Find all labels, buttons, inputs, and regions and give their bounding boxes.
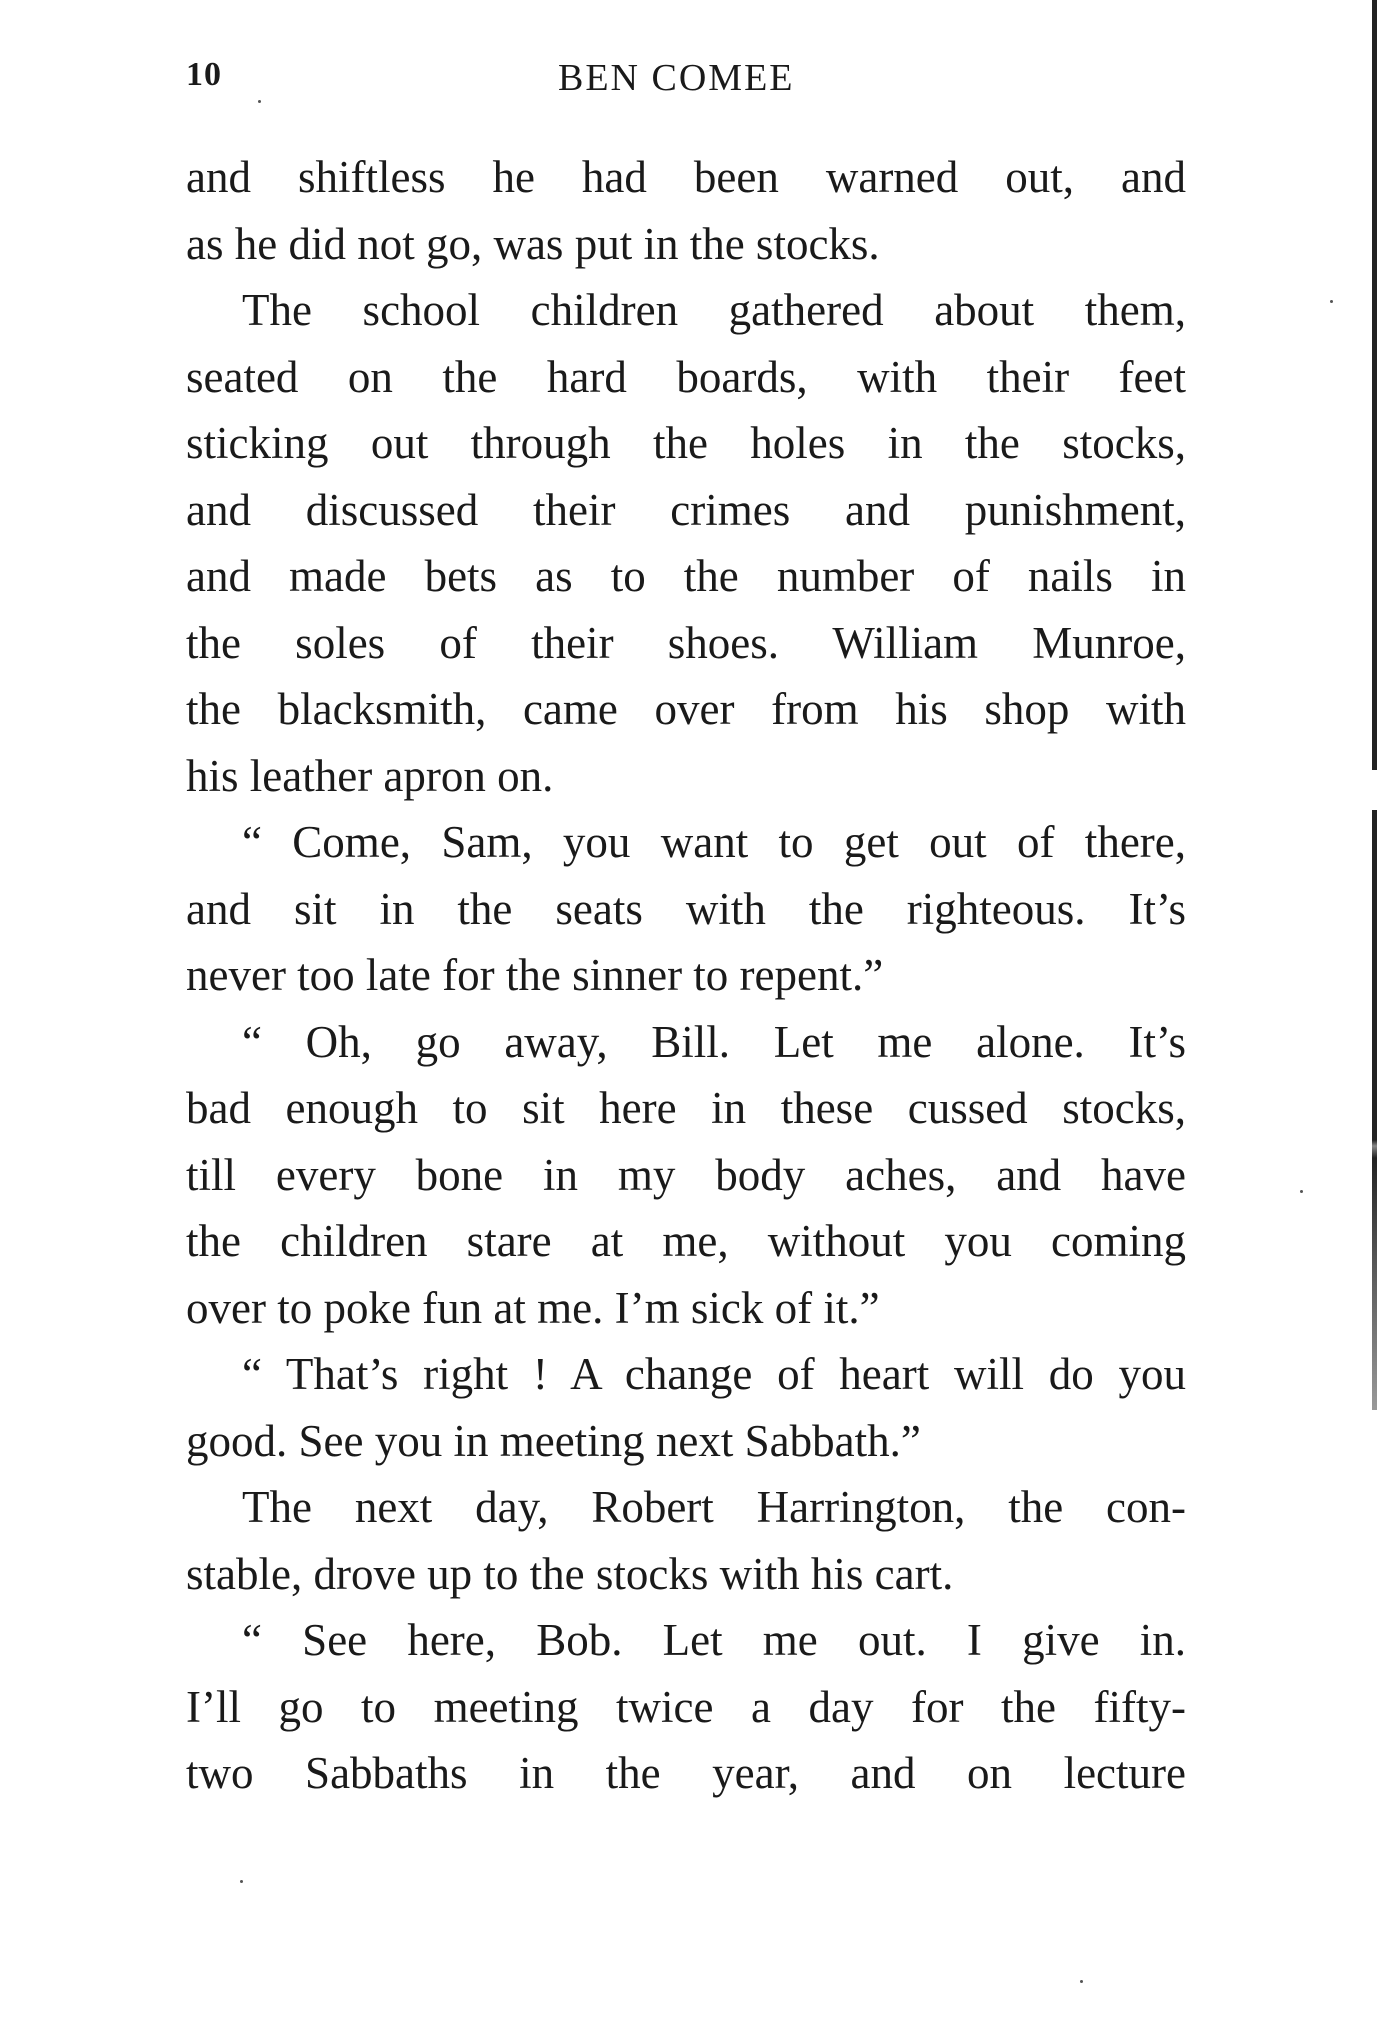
running-title: BEN COMEE [558, 57, 795, 99]
binding-edge-lower [1372, 810, 1377, 1410]
text-line: “ Come, Sam, you want to get out of there, [242, 817, 1186, 867]
text-line: over to poke fun at me. I’m sick of it.” [186, 1282, 880, 1333]
text-line: bad enough to sit here in these cussed stocks, [186, 1083, 1186, 1133]
text-line: I’ll go to meeting twice a day for the fifty- [186, 1681, 1186, 1732]
body-text [186, 144, 1186, 1807]
text-line: the children stare at me, without you coming [186, 1216, 1186, 1266]
text-line: good. See you in meeting next Sabbath.” [186, 1415, 921, 1466]
print-speck [258, 100, 261, 103]
text-line: never too late for the sinner to repent.” [186, 950, 884, 1000]
text-line: The next day, Robert Harrington, the con- [242, 1482, 1186, 1532]
text-line: The school children gathered about them, [242, 285, 1186, 335]
text-line: and discussed their crimes and punishment, [186, 484, 1186, 535]
text-line: the blacksmith, came over from his shop with [186, 684, 1186, 734]
print-speck [240, 1880, 243, 1883]
text-line: “ See here, Bob. Let me out. I give in. [242, 1615, 1186, 1665]
text-line: and sit in the seats with the righteous. It’s [186, 883, 1186, 934]
print-speck [1300, 1190, 1303, 1193]
text-line: sticking out through the holes in the stocks, [186, 418, 1186, 468]
page-header [186, 56, 1186, 108]
print-speck [1080, 1980, 1083, 1983]
text-line: till every bone in my body aches, and have [186, 1149, 1186, 1200]
print-speck [1330, 300, 1333, 303]
text-line: as he did not go, was put in the stocks. [186, 218, 880, 269]
page-number: 10 [186, 56, 222, 93]
text-line: stable, drove up to the stocks with his cart. [186, 1548, 954, 1599]
text-line: “ That’s right ! A change of heart will do you [242, 1349, 1186, 1399]
text-line: his leather apron on. [186, 750, 554, 801]
text-line: “ Oh, go away, Bill. Let me alone. It’s [242, 1016, 1186, 1067]
text-line: and made bets as to the number of nails in [186, 551, 1186, 601]
text-line: seated on the hard boards, with their feet [186, 351, 1186, 402]
binding-edge-upper [1372, 0, 1377, 770]
text-line: two Sabbaths in the year, and on lecture [186, 1748, 1186, 1798]
text-line: and shiftless he had been warned out, and [186, 152, 1186, 202]
text-line: the soles of their shoes. William Munroe, [186, 617, 1186, 668]
